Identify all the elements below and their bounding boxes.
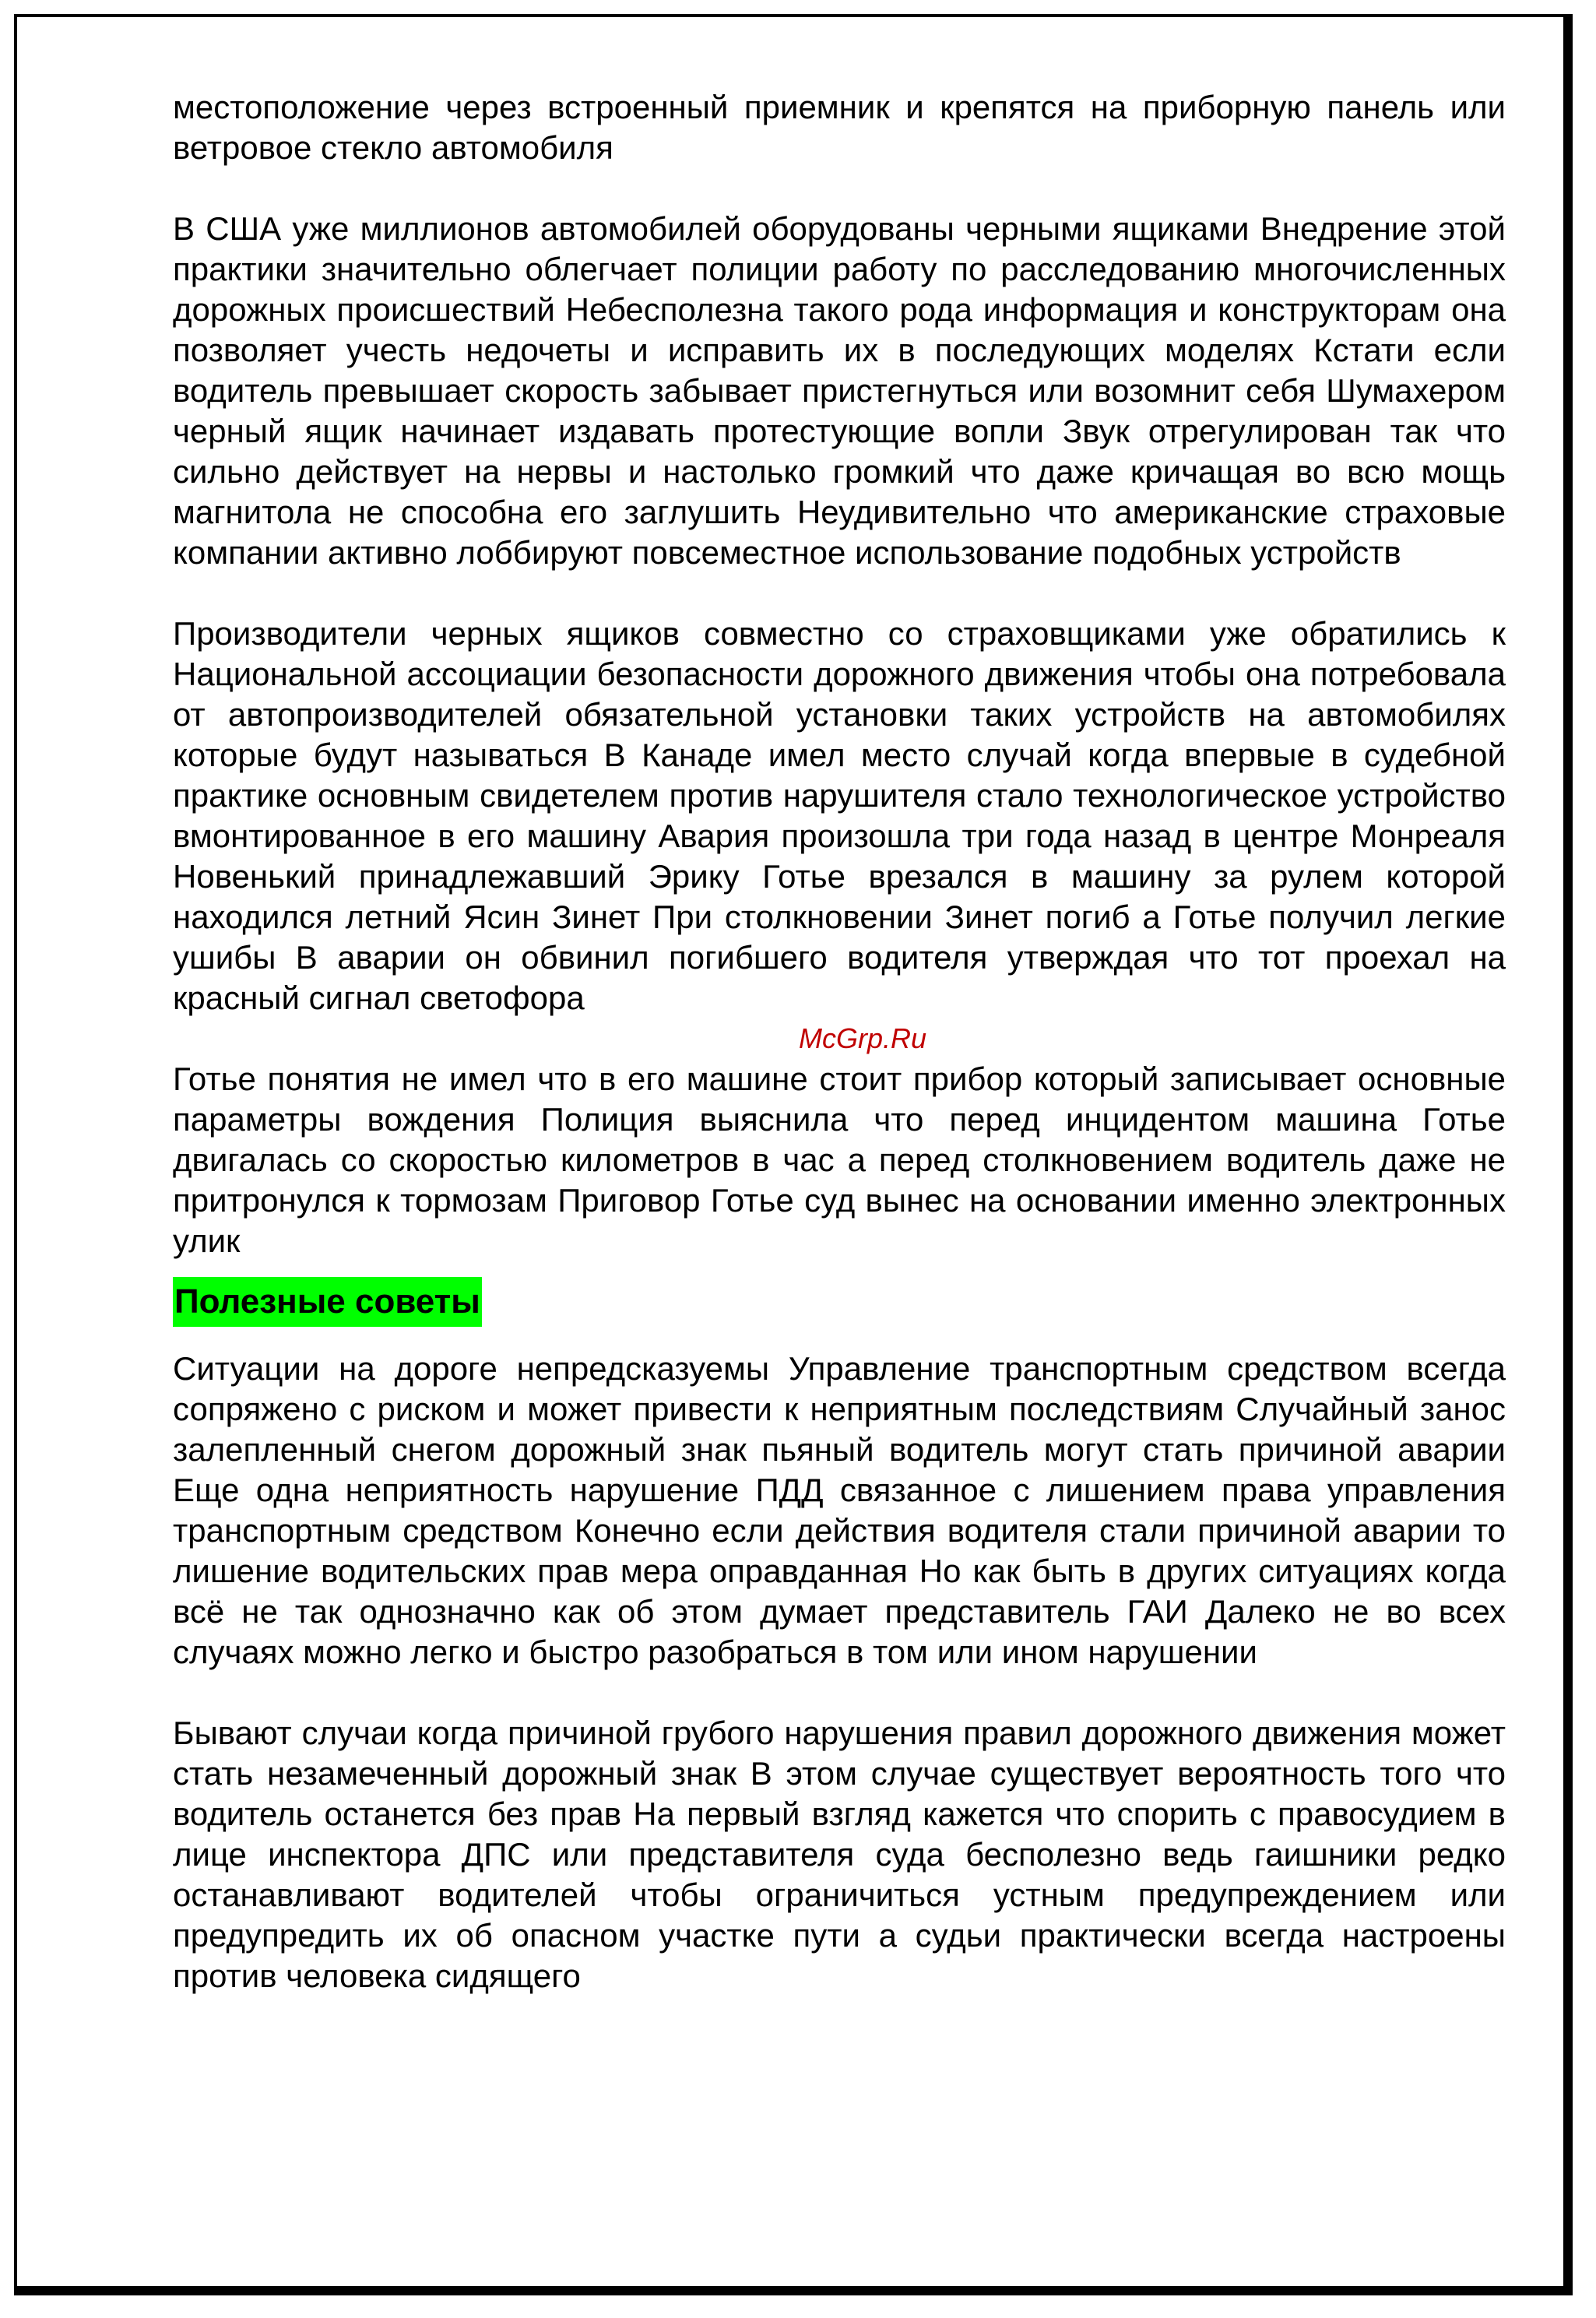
document-body <box>173 87 1506 1996</box>
watermark-text: McGrp.Ru <box>798 1022 927 1054</box>
section-heading: Полезные советы <box>173 1277 482 1327</box>
paragraph-evidence: Готье понятия не имел что в его машине стоит прибор который записывает основные параметры вождения Полиция выяснила что перед инцидентом машина Готье двигалась со скоростью километров в час а перед столкновением водитель даже не притронулся к тормозам Приговор Готье суд вынес на основании именно электронных улик <box>173 1061 1506 1259</box>
paragraph-canada-case: Производители черных ящиков совместно со страховщиками уже обратились к Национальной ассоциации безопасности дорожного движения чтобы она потребовала от автопроизводителей обязательной установки таких устройств на автомобилях которые будут называться В Канаде имел место случай когда впервые в судебной практике основным свидетелем против нарушителя стало технологическое устройство вмонтированное в его машину Авария произошла три года назад в центре Монреаля Новенький принадлежавший Эрику Готье врезался в машину за рулем которой находился летний Ясин Зинет При столкновении Зинет погиб а Готье получил легкие ушибы В аварии он обвинил погибшего водителя утверждая что тот проехал на красный сигнал светофора <box>173 615 1506 1016</box>
paragraph-usa-black-boxes: В США уже миллионов автомобилей оборудованы черными ящиками Внедрение этой практики значительно облегчает полиции работу по расследованию многочисленных дорожных происшествий Небесполезна такого рода информация и конструкторам она позволяет учесть недочеты и исправить их в последующих моделях Кстати если водитель превышает скорость забывает пристегнуться или возомнит себя Шумахером черный ящик начинает издавать протестующие вопли Звук отрегулирован так что сильно действует на нервы и настолько громкий что даже кричащая во всю мощь магнитола не способна его заглушить Неудивительно что американские страховые компании активно лоббируют повсеместное использование подобных устройств <box>173 210 1506 571</box>
paragraph-road-situations: Ситуации на дороге непредсказуемы Управление транспортным средством всегда сопряжено с риском и может привести к неприятным последствиям Случайный занос залепленный снегом дорожный знак пьяный водитель могут стать причиной аварии Еще одна неприятность нарушение ПДД связанное с лишением права управления транспортным средством Конечно если действия водителя стали причиной аварии то лишение водительских прав мера оправданная Но как быть в других ситуациях когда всё не так однозначно как об этом думает представитель ГАИ Далеко не во всех случаях можно легко и быстро разобраться в том или ином нарушении <box>173 1350 1506 1670</box>
paragraph-gps-receiver: местоположение через встроенный приемник и крепятся на приборную панель или ветровое стекло автомобиля <box>173 89 1506 166</box>
paragraph-unnoticed-sign: Бывают случаи когда причиной грубого нарушения правил дорожного движения может стать незамеченный дорожный знак В этом случае существует вероятность того что водитель останется без прав На первый взгляд кажется что спорить с правосудием в лице инспектора ДПС или представителя суда бесполезно ведь гаишники редко останавливают водителей чтобы ограничиться устным предупреждением или предупредить их об опасном участке пути а судьи практически всегда настроены против человека сидящего <box>173 1715 1506 1994</box>
section-heading-wrapper <box>173 1277 1506 1349</box>
